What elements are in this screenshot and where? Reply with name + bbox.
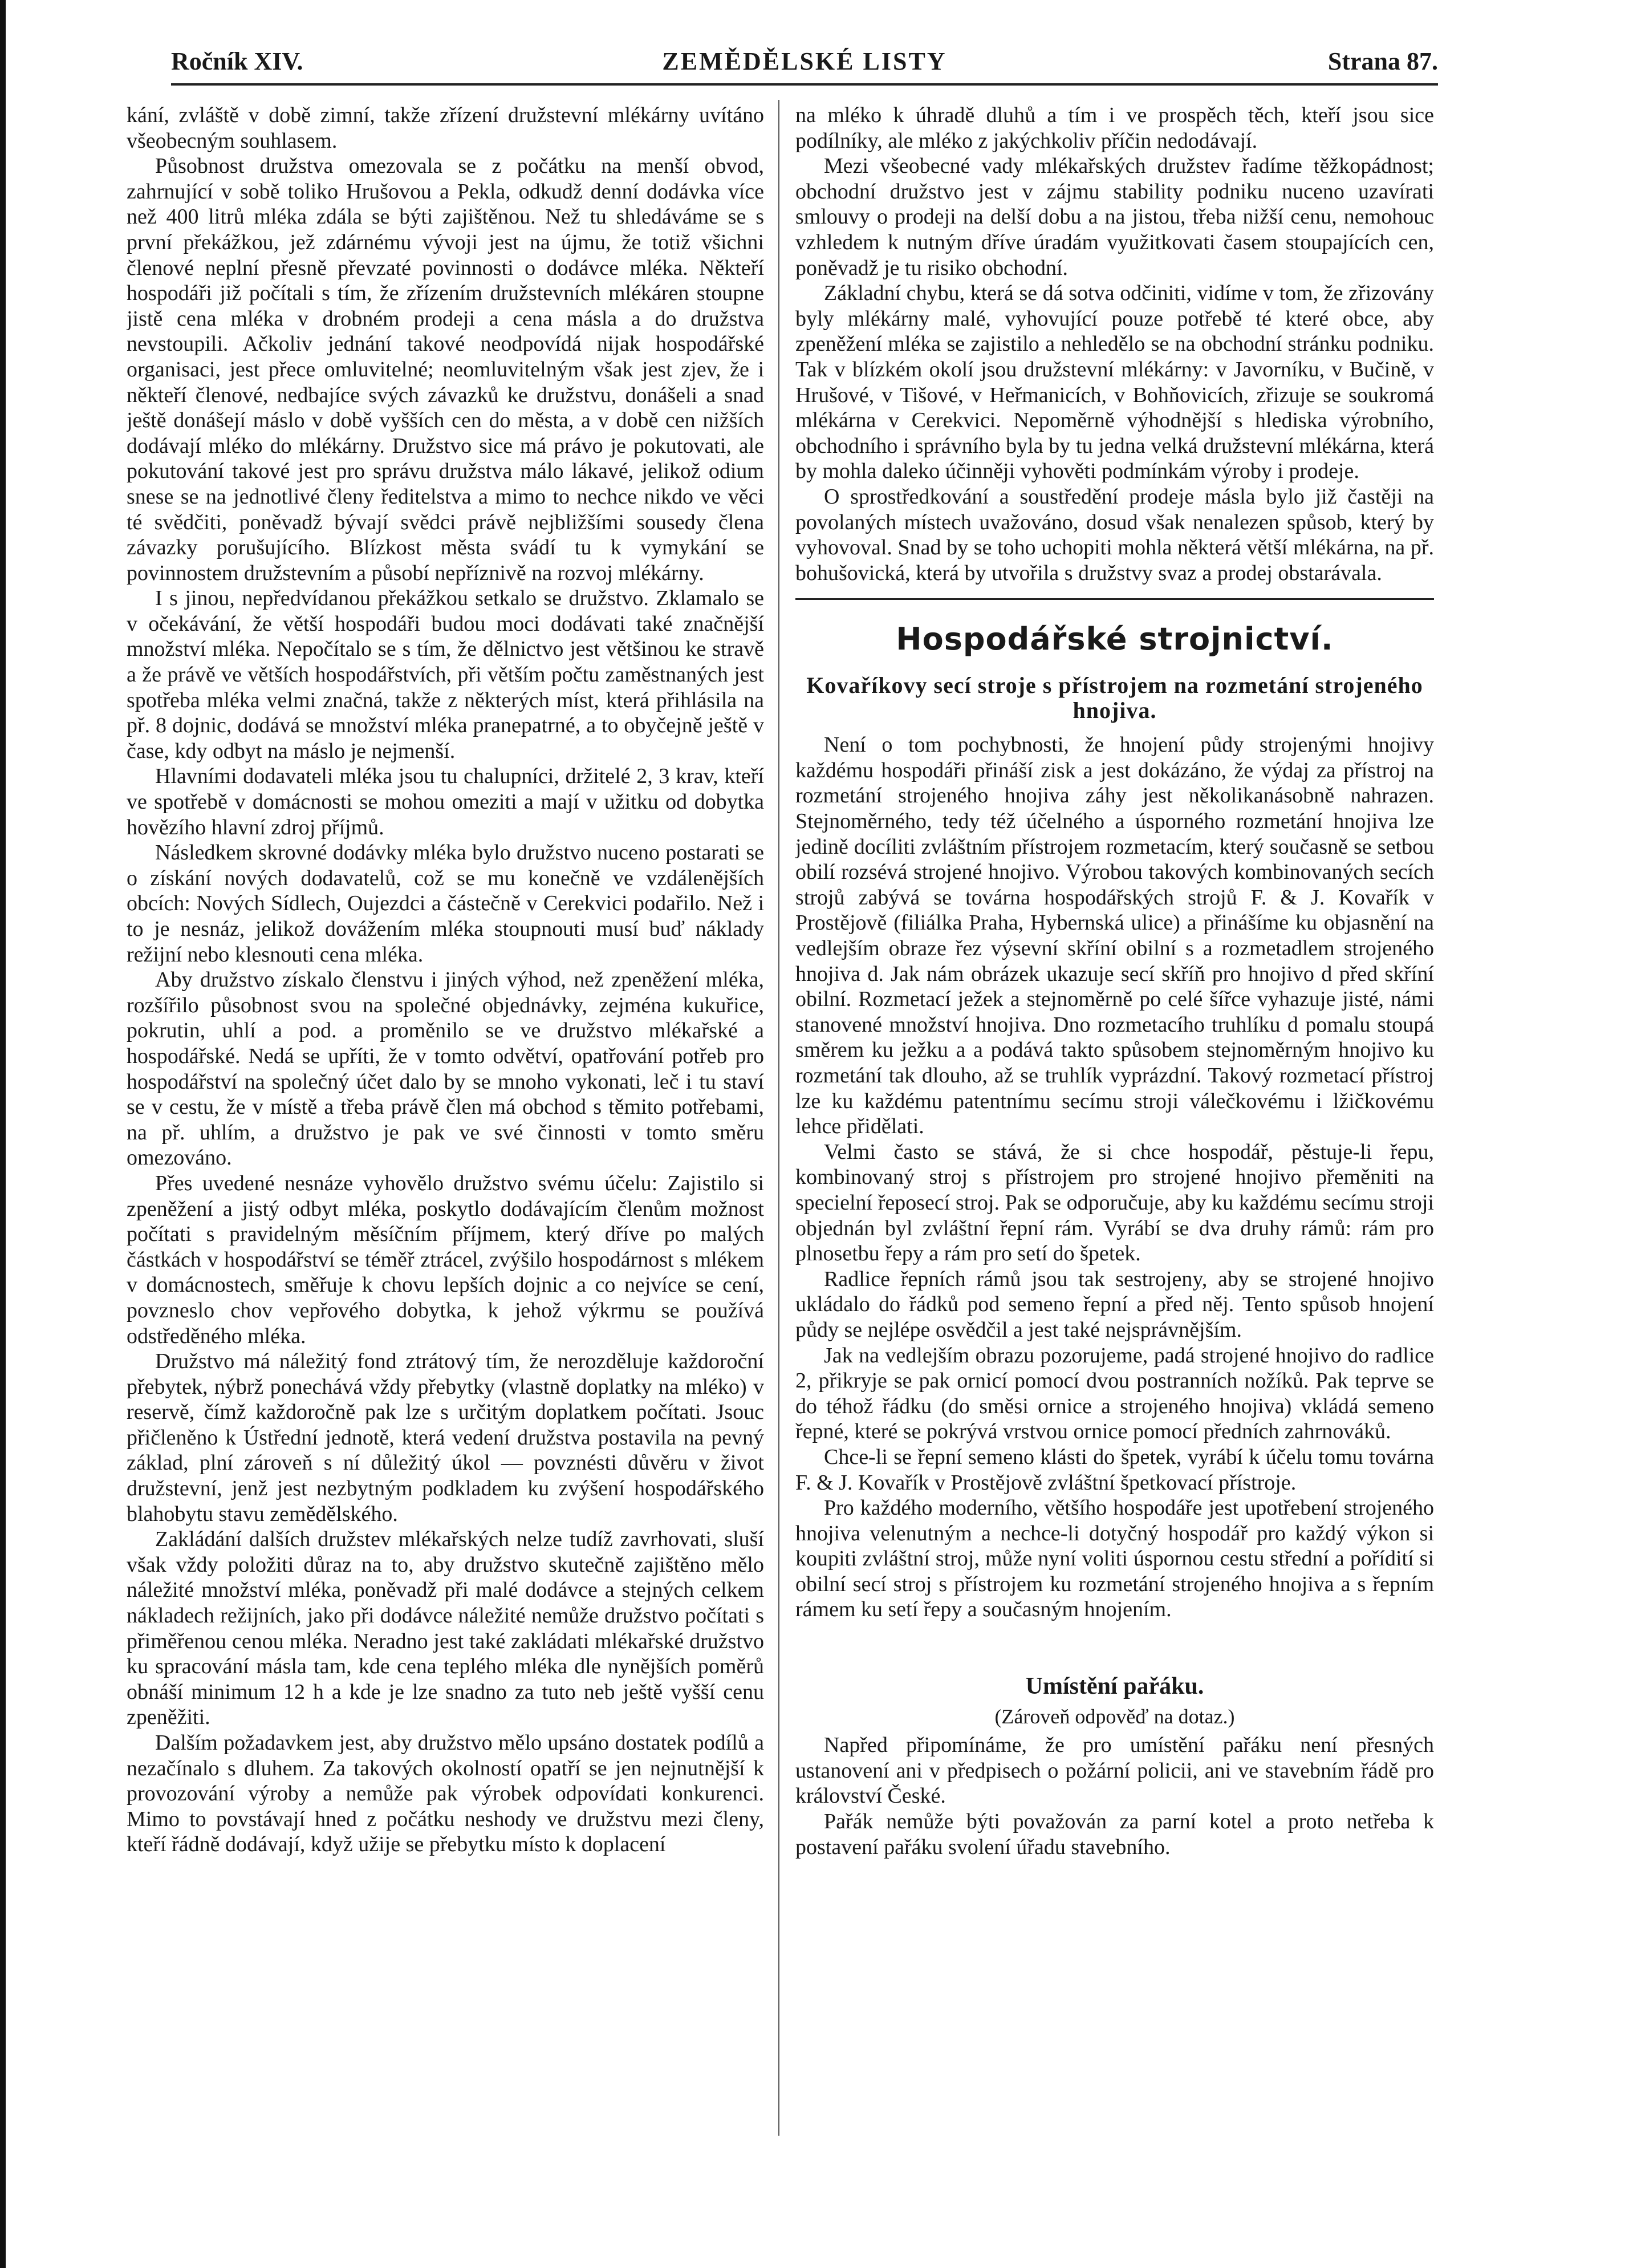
paragraph: Mezi všeobecné vady mlékařských družstev řadíme těžkopádnost; obchodní družstvo jest v zájmu stability podniku nuceno uzavírati smlouvy o prodeji na delší dobu a na jistou, třeba nižší cenu, nemohouc vzhledem k nutným dříve úradám využitkovati časem stoupajících cen, poněvadž je tu risiko obchodní.	[795, 154, 1434, 280]
paragraph: Velmi často se stává, že si chce hospodář, pěstuje-li řepu, kombinovaný stroj s přístrojem pro strojené hnojivo přeměniti na specielní řeposecí stroj. Pak se odporučuje, aby ku každému secímu stroji objednán byl zvláštní řepní rám. Vyrábí se dva druhy rámů: rám pro plnosetbu řepy a rám pro setí do špetek.	[795, 1139, 1434, 1266]
paragraph: Přes uvedené nesnáze vyhovělo družstvo svému účelu: Zajistilo si zpeněžení a jistý odbyt mléka, poskytlo dodávajícím členům možnost počítati s pravidelným měsíčním příjmem, který dříve po malých částkách v hospodářství se téměř ztrácel, zvýšilo hospodárnost s mlékem v domácnostech, směřuje k chovu lepších dojnic a co nejvíce se cení, povzneslo chov vepřového dobytka, k jehož výkrmu se používá odstředěného mléka.	[127, 1171, 764, 1348]
paragraph: Napřed připomínáme, že pro umístění pařáku není přesných ustanovení ani v předpisech o požární policii, ani ve stavebním řádě pro království České.	[795, 1733, 1434, 1808]
paragraph: Není o tom pochybnosti, že hnojení půdy strojenými hnojivy každému hospodáři přináší zisk a jest dokázáno, že výdaj za přístroj na rozmetání strojeného hnojiva záhy jest několikanásobně nahrazen. Stejnoměrného, tedy též účelného a úsporného rozmetání hnojiva lze jedině docíliti zvláštním přístrojem rozmetacím, který současně se setbou obilí rozsévá strojené hnojivo. Výrobou takových kombinovaných secích strojů zabývá se továrna hospodářských strojů F. & J. Kovařík v Prostějově (filiálka Praha, Hybernská ulice) a přinášíme ku objasnění na vedlejším obraze řez výsevní skříní obilní s a rozmetadlem strojeného hnojiva d. Jak nám obrázek ukazuje secí skříň pro hnojivo d před skříní obilní. Rozmetací ježek a stejnoměrně po celé šířce vyhazuje jisté, námi stanovené množství hnojiva. Dno rozmetacího truhlíku d pomalu stoupá směrem ku ježku a a podává takto spůsobem stejnoměrným hnojivo ku rozmetání tak dlouho, až se truhlík vyprázdní. Takový rozmetací přístroj lze ku každému patentnímu secímu stroji válečkovému i lžičkovému lehce přidělati.	[795, 733, 1434, 1139]
article-title: Kovaříkovy secí stroje s přístrojem na rozmetání strojeného hnojiva.	[806, 672, 1423, 724]
paragraph: Pařák nemůže býti považován za parní kotel a proto netřeba k postavení pařáku svolení úřadu stavebního.	[795, 1809, 1434, 1859]
paragraph: Chce-li se řepní semeno klásti do špetek, vyrábí k účelu tomu továrna F. & J. Kovařík v Prostějově zvláštní špetkovací přístroje.	[795, 1445, 1434, 1495]
paragraph: Působnost družstva omezovala se z počátku na menší obvod, zahrnující v sobě toliko Hrušovou a Pekla, odkudž denní dodávka více než 400 litrů mléka zdála se býti zajištěnou. Než tu shledáváme se s první překážkou, jež zdárnému vývoji jest na újmu, že totiž všichni členové neplní přesně převzaté povinnosti o dodávce mléka. Někteří hospodáři již počítali s tím, že zřízením družstevních mlékáren stoupne jistě cena mléka v drobném prodeji a cena másla a do družstva nevstoupili. Ačkoliv jednání takové neodpovídá nijak hospodářské organisaci, jest přece omluvitelné; neomluvitelným však jest zjev, že i někteří členové, nedbajíce svých závazků ke družstvu, donášeli a snad ještě donášejí máslo v době vyšších cen do města, a v době cen nižších dodávají mléko do mlékárny. Družstvo sice má právo je pokutovati, ale pokutování takové jest pro správu družstva málo lákavé, jelikož odium snese se na jednotlivé členy ředitelstva a mimo to nechce nikdo ve věci té svědčiti, poněvadž bývají svědci právě nejbližšími sousedy člena závazky porušujícího. Blízkost města svádí tu k vymykání se povinnostem družstevním a působí nepříznivě na rozvoj mlékárny.	[127, 154, 764, 585]
paragraph: I s jinou, nepředvídanou překážkou setkalo se družstvo. Zklamalo se v očekávání, že větší hospodáři budou moci dodávati také značnější množství mléka. Nepočítalo se s tím, že dělnictvo jest většinou ke stravě a že právě ve větších hospodářstvích, při větším počtu zaměstnaných jest spotřeba mléka velmi značná, takže z některých míst, která přihlásila na př. 8 dojnic, dodává se množství mléka pranepatrné, a to obyčejně ještě v čase, kdy odbyt na máslo je nejmenší.	[127, 586, 764, 763]
paragraph: O sprostředkování a soustředění prodeje másla bylo již častěji na povolaných místech uvažováno, dosud však nenalezen spůsob, který by vyhovoval. Snad by se toho uchopiti mohla některá větší mlékárna, na př. bohušovická, která by utvořila s družstvy svaz a prodej obstarávala.	[795, 484, 1434, 585]
paragraph: Následkem skrovné dodávky mléka bylo družstvo nuceno postarati se o získání nových dodavatelů, což se mu konečně ve vzdálenějších obcích: Nových Sídlech, Oujezdci a částečně v Cerekvici podařilo. Než i to je nesnáz, jelikož dovážením mléka stoupnouti musí buď náklady režijní nebo klesnouti cena mléka.	[127, 841, 764, 967]
paragraph: Základní chybu, která se dá sotva odčiniti, vidíme v tom, že zřizovány byly mlékárny malé, vyhovující pouze potřebě té které obce, aby zpeněžení mléka se zajistilo a nehledělo se na obchodní stránku podniku. Tak v blízkém okolí jsou družstevní mlékárny: v Javorníku, v Bučině, v Hrušové, v Tišové, v Heřmanicích, v Bohňovicích, zřizuje se soukromá mlékárna v Cerekvici. Nepoměrně výhodnější s hlediska výrobního, obchodního i správního byla by tu jedna velká družstevní mlékárna, která by mohla daleko účinněji vyhověti podmínkám výroby i prodeje.	[795, 281, 1434, 484]
section-title: Hospodářské strojnictví.	[896, 621, 1334, 658]
paragraph: Jak na vedlejším obrazu pozorujeme, padá strojené hnojivo do radlice 2, přikryje se pak ornicí pomocí dvou postranních nožíků. Pak teprve se do téhož řádku (do směsi ornice a strojeného hnojiva) vkládá semeno řepné, které se pokrývá vrstvou ornice pomocí předních zahrnováků.	[795, 1343, 1434, 1444]
paragraph: Družstvo má náležitý fond ztrátový tím, že nerozděluje každoroční přebytek, nýbrž ponechává vždy přebytky (vlastně doplatky na mléko) v reservě, čímž každoročně pak lze s určitým doplatkem počítati. Jsouc přičleněno k Ústřední jednotě, která vedení družstva postavila na pevný základ, plní zároveň s ní důležitý úkol — povznésti důvěru v život družstevní, jenž jest nezbytným podkladem ku zvýšení hospodářského blahobytu stavu zemědělského.	[127, 1349, 764, 1526]
column-divider	[778, 100, 779, 2136]
article2-subtitle: (Zároveň odpověď na dotaz.)	[994, 1705, 1235, 1728]
volume-number: Ročník XIV.	[171, 47, 303, 75]
paragraph: Pro každého moderního, většího hospodáře jest upotřebení strojeného hnojiva velenutným a nechce-li dotyčný hospodář pro každý výkon si koupiti zvláštní stroj, může nyní voliti úspornou cestu střední a pořídití si obilní secí stroj s přístrojem ku rozmetání strojeného hnojiva a s řepním rámem ku setí řepy a současným hnojením.	[795, 1496, 1434, 1622]
paragraph: Dalším požadavkem jest, aby družstvo mělo upsáno dostatek podílů a nezačínalo s dluhem. Za takových okolností opatří se jen nejnutnější k provozování výroby a nemůže pak výrobek odpovídati konkurenci. Mimo to povstávají hned z počátku neshody ve družstvu mezi členy, kteří řádně dodávají, když užije se přebytku místo k doplacení	[127, 1731, 764, 1857]
paragraph: na mléko k úhradě dluhů a tím i ve prospěch těch, kteří jsou sice podílníky, ale mléko z jakýchkoliv příčin nedodávají.	[795, 103, 1434, 153]
paragraph: kání, zvláště v době zimní, takže zřízení družstevní mlékárny uvítáno všeobecným souhlasem.	[127, 103, 764, 153]
paragraph: Hlavními dodavateli mléka jsou tu chalupníci, držitelé 2, 3 krav, kteří ve spotřebě v domácnosti se mohou omeziti a mají v užitku od dobytka hovězího hlavní zdroj příjmů.	[127, 764, 764, 839]
scan-edge	[0, 0, 6, 2268]
article2-title: Umístění pařáku.	[1025, 1673, 1204, 1700]
left-column	[127, 103, 764, 2235]
header-rule	[171, 83, 1438, 86]
paragraph: Aby družstvo získalo členstvu i jiných výhod, než zpeněžení mléka, rozšířilo působnost svou na společné objednávky, zejména kukuřice, pokrutin, uhlí a pod. a proměnilo se ve družstvo mlékařské a hospodářské. Nedá se upříti, že v tomto odvětví, opatřování potřeb pro hospodářství na společný účet dalo by se mnoho vykonati, leč i tu staví se v cestu, že v místě a třeba právě člen má obchod s těmito potřebami, na př. uhlím, a družstvo je pak ve své činnosti v tomto směru omezováno.	[127, 968, 764, 1170]
journal-title: ZEMĚDĚLSKÉ LISTY	[662, 47, 947, 75]
page-header	[171, 47, 1438, 81]
section-rule	[795, 598, 1434, 600]
page-number: Strana 87.	[1327, 47, 1438, 75]
right-column	[795, 103, 1434, 2235]
paragraph: Radlice řepních rámů jsou tak sestrojeny, aby se strojené hnojivo ukládalo do řádků pod semeno řepní a před něj. Tento spůsob hnojení půdy se nejlépe osvědčil a jest také nejsprávnějším.	[795, 1267, 1434, 1342]
paragraph: Zakládání dalších družstev mlékařských nelze tudíž zavrhovati, sluší však vždy položiti důraz na to, aby družstvo skutečně zajištěno mělo náležité množství mléka, poněvadž při malé dodávce a stejných celkem nákladech režijních, jako při dodávce náležité nemůže družstvo počítati s přiměřenou cenou mléka. Neradno jest také zakládati mlékařské družstvo ku spracování másla tam, kde cena teplého mléka dle nynějších poměrů obnáší minimum 12 h a kde je lze snadno za tuto neb ještě vyšší cenu zpeněžiti.	[127, 1527, 764, 1730]
